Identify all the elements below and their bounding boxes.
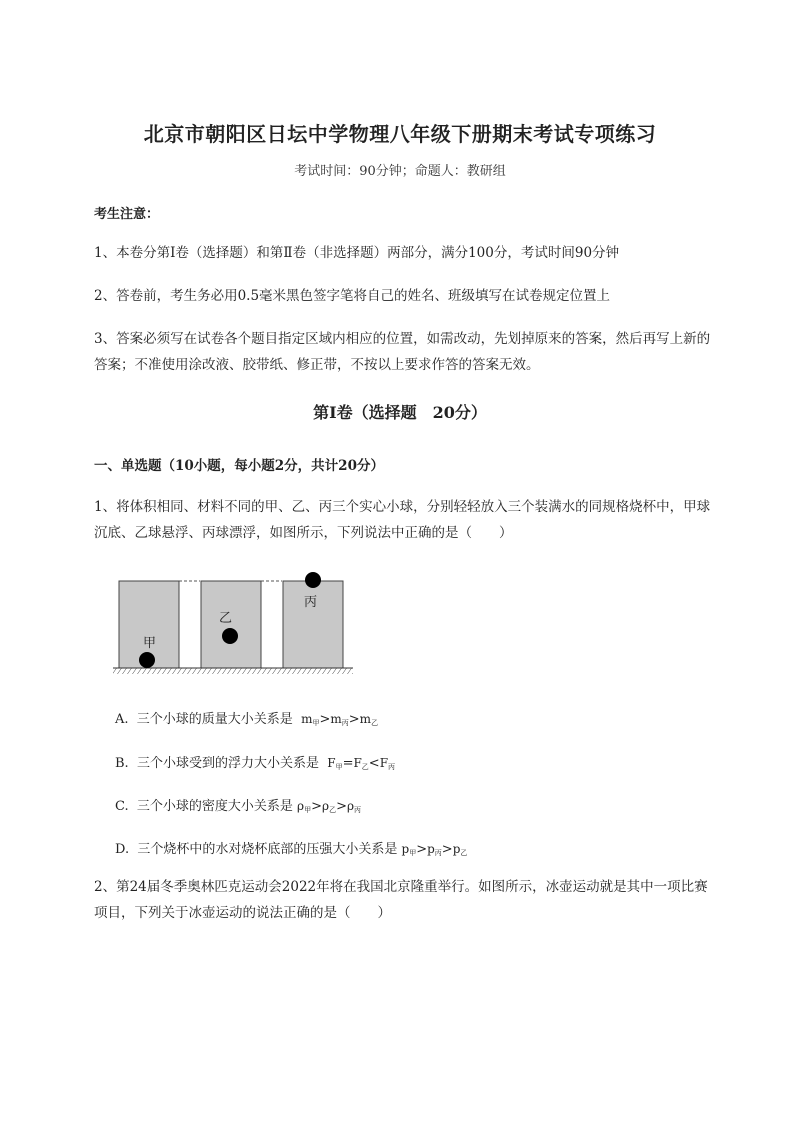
label-jia: 甲	[143, 636, 157, 651]
ball-bing	[305, 572, 321, 588]
option-a[interactable]: A. 三个小球的质量大小关系是 $m_甲>m_丙>m_乙$	[115, 712, 379, 727]
question-2-stem: 2、第24届冬季奥林匹克运动会2022年将在我国北京隆重举行。如图所示，冰壶运动就是其中一项比赛项目，下列关于冰壶运动的说法正确的是（ ）	[94, 879, 708, 921]
option-d[interactable]: D. 三个烧杯中的水对烧杯底部的压强大小关系是 $p_甲>p_丙>p_乙$	[115, 842, 468, 857]
notice-heading: 考生注意：	[94, 207, 160, 222]
question-group-heading: 一、单选题（10小题，每小题2分，共计20分）	[94, 458, 384, 474]
option-c[interactable]: C. 三个小球的密度大小关系是 $\rho_甲>\rho_乙>\rho_丙$	[115, 799, 362, 814]
notice-item-1: 1、本卷分第I卷（选择题）和第Ⅱ卷（非选择题）两部分，满分100分，考试时间90分钟	[94, 245, 620, 261]
section-title: 第I卷（选择题 20分）	[313, 403, 487, 422]
label-bing: 丙	[304, 595, 318, 610]
notice-item-2: 2、答卷前，考生务必用0.5毫米黑色签字笔将自己的姓名、班级填写在试卷规定位置上	[94, 288, 611, 304]
label-yi: 乙	[219, 611, 233, 626]
notice-item-3: 3、答案必须写在试卷各个题目指定区域内相应的位置，如需改动，先划掉原来的答案，然后再写上新的答案；不准使用涂改液、胶带纸、修正带，不按以上要求作答的答案无效。	[94, 331, 711, 373]
option-b[interactable]: B. 三个小球受到的浮力大小关系是 $F_甲=F_乙<F_丙$	[115, 756, 396, 771]
exam-info: 考试时间：90分钟；命题人：教研组	[294, 164, 506, 179]
ball-yi	[222, 628, 238, 644]
beaker-figure	[110, 570, 360, 680]
document-title: 北京市朝阳区日坛中学物理八年级下册期末考试专项练习	[143, 122, 657, 146]
ball-jia	[139, 652, 155, 668]
question-1-stem: 1、将体积相同、材料不同的甲、乙、丙三个实心小球，分别轻轻放入三个装满水的同规格烧杯中，甲球沉底、乙球悬浮、丙球漂浮，如图所示，下列说法中正确的是（ ）	[94, 499, 711, 541]
